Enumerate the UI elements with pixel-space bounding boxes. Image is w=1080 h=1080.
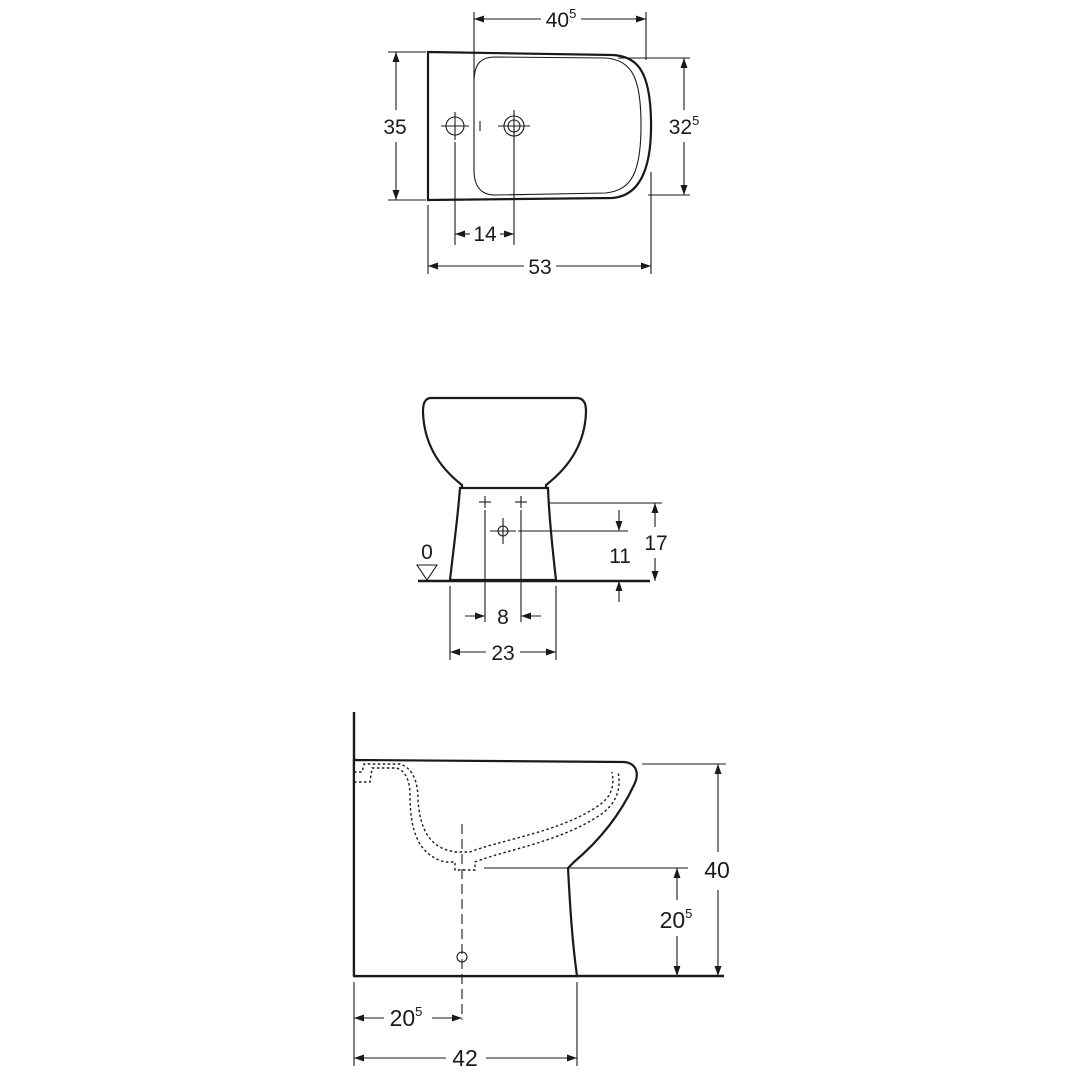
dim-outlet-height: $20^5$ — [659, 906, 693, 933]
front-view-bowl — [423, 398, 586, 490]
dim-bowl-depth: $32^5$ — [668, 113, 700, 139]
dim-total-depth: 42 — [452, 1045, 478, 1071]
dim-tap-spacing: 14 — [473, 223, 497, 246]
front-view — [417, 398, 668, 665]
dim-height-11: 11 — [609, 545, 631, 568]
floor-level-label: 0 — [421, 541, 433, 564]
dim-height-17: 17 — [644, 532, 668, 555]
dim-overall-35: 35 — [383, 116, 407, 139]
dim-total-height: 40 — [704, 857, 730, 883]
top-view — [383, 6, 699, 279]
dim-connection-spacing: 8 — [497, 606, 509, 629]
floor-level-icon — [417, 565, 437, 580]
side-view — [354, 712, 730, 1071]
dim-overall-length: 53 — [528, 256, 552, 279]
dim-bowl-width: $40^5$ — [545, 6, 577, 32]
dim-outlet-distance: $20^5$ — [389, 1004, 423, 1031]
dim-pedestal-width: 23 — [491, 642, 515, 665]
